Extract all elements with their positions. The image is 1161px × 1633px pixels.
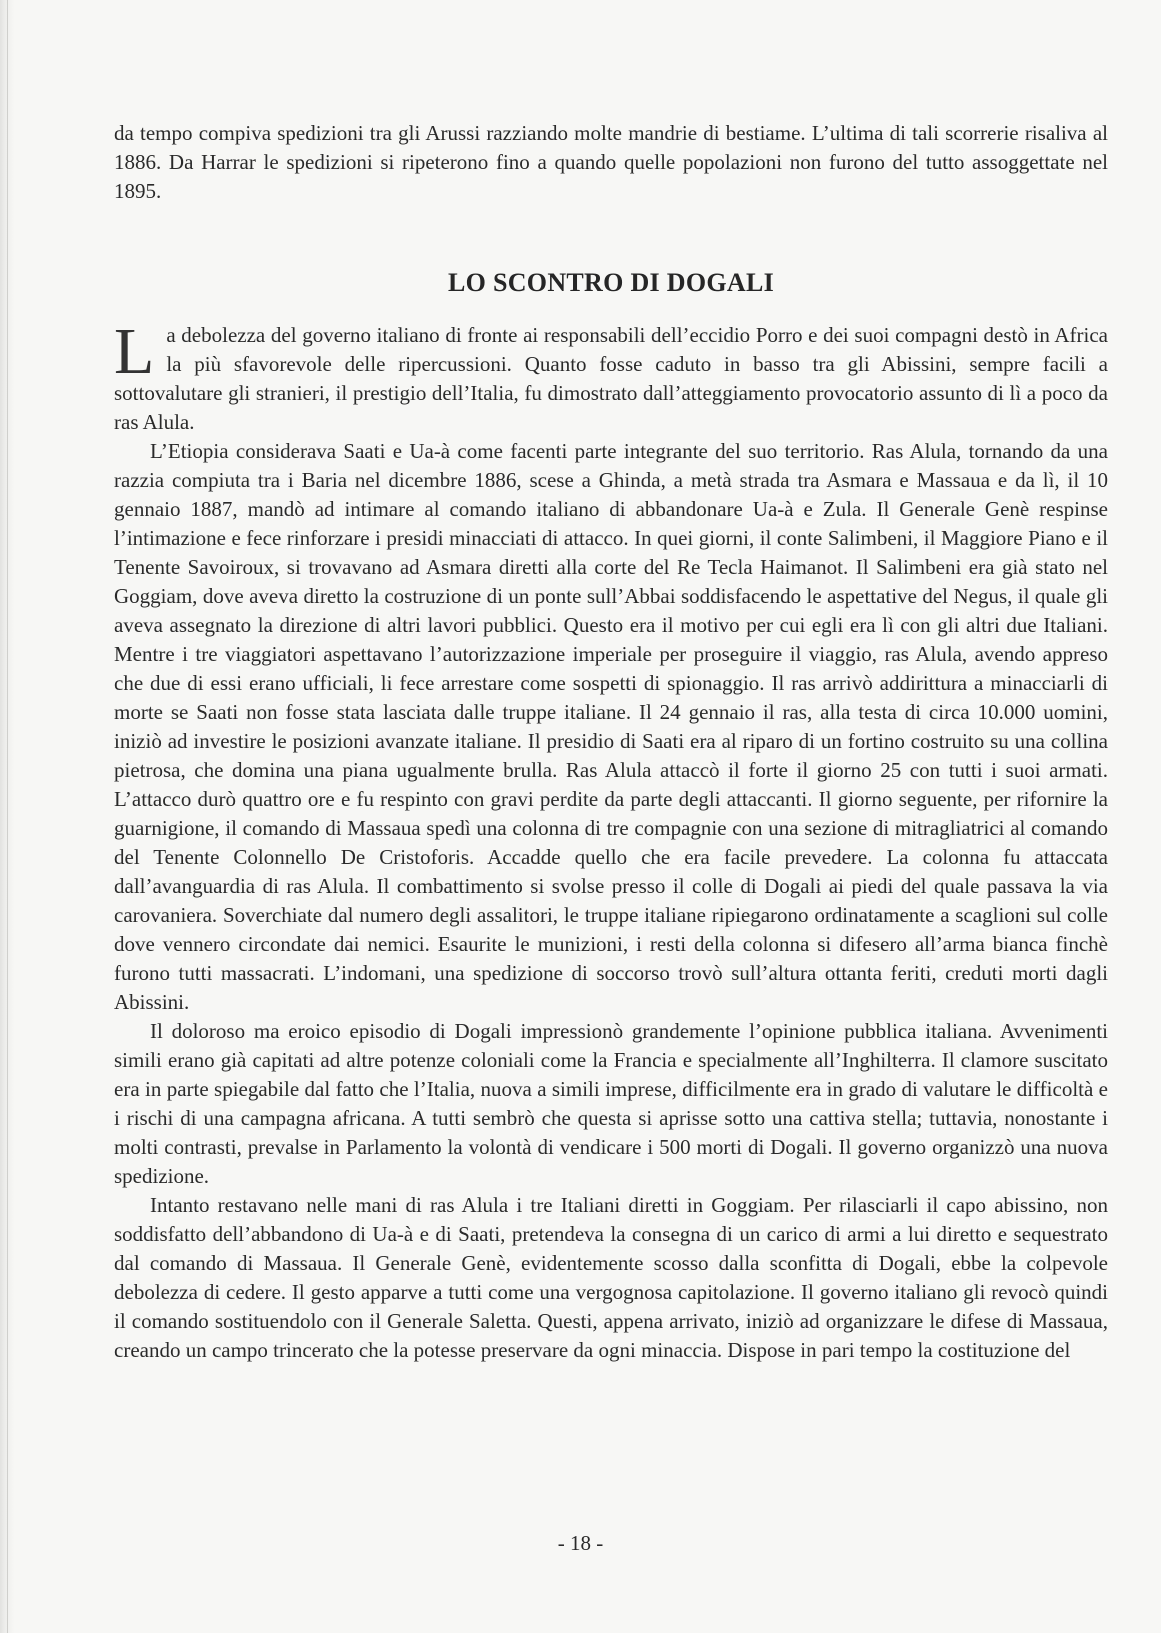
book-spine-line (7, 0, 8, 1633)
page-number: - 18 - (557, 1531, 604, 1555)
paragraph-3: Il doloroso ma eroico episodio di Dogali impressionò grandemente l’opinione pubblica italiana. Avvenimenti simili erano già capitati ad altre potenze coloniali come la Francia e specialmente all’Inghilterra. Il clamore suscitato era in parte spiegabile dal fatto che l’Italia, nuova a simili imprese, difficilmente era in grado di valutare le difficoltà e i rischi di una campagna africana. A tutti sembrò che questa si aprisse sotto una cattiva stella; tuttavia, nonostante i molti contrasti, prevalse in Parlamento la volontà di vendicare i 500 morti di Dogali. Il governo organizzò una nuova spedizione. (114, 1019, 1108, 1188)
section-title: LO SCONTRO DI DOGALI (448, 268, 774, 297)
intro-paragraph: da tempo compiva spedizioni tra gli Arussi razziando molte mandrie di bestiame. L’ultima di tali scorrerie risaliva al 1886. Da Harrar le spedizioni si ripeterono fino a quando quelle popolazioni non furono del tutto assoggettate nel 1895. (114, 121, 1108, 203)
paragraph-2: L’Etiopia considerava Saati e Ua-à come facenti parte integrante del suo territorio. Ras Alula, tornando da una razzia compiuta tra i Baria nel dicembre 1886, scese a Ghinda, a metà strada tra Asmara e Massaua e da lì, il 10 gennaio 1887, mandò ad intimare al comando italiano di abbandonare Ua-à e Zula. Il Generale Genè respinse l’intimazione e fece rinforzare i presidi minacciati di attacco. In quei giorni, il conte Salimbeni, il Maggiore Piano e il Tenente Savoiroux, si trovavano ad Asmara diretti alla corte del Re Tecla Haimanot. Il Salimbeni era già stato nel Goggiam, dove aveva diretto la costruzione di un ponte sull’Abbai soddisfacendo le aspettative del Negus, il quale gli aveva assegnato la direzione di altri lavori pubblici. Questo era il motivo per cui egli era lì con gli altri due Italiani. Mentre i tre viaggiatori aspettavano l’autorizzazione imperiale per proseguire il viaggio, ras Alula, avendo appreso che due di essi erano ufficiali, li fece arrestare come sospetti di spionaggio. Il ras arrivò addirittura a minacciarli di morte se Saati non fosse stata lasciata dalle truppe italiane. Il 24 gennaio il ras, alla testa di circa 10.000 uomini, iniziò ad investire le posizioni avanzate italiane. Il presidio di Saati era al riparo di un fortino costruito su una collina pietrosa, che domina una piana ugualmente brulla. Ras Alula attaccò il forte il giorno 25 con tutti i suoi armati. L’attacco durò quattro ore e fu respinto con gravi perdite da parte degli attaccanti. Il giorno seguente, per rifornire la guarnigione, il comando di Massaua spedì una colonna di tre compagnie con una sezione di mitragliatrici al comando del Tenente Colonnello De Cristoforis. Accadde quello che era facile prevedere. La colonna fu attaccata dall’avanguardia di ras Alula. Il combattimento si svolse presso il colle di Dogali ai piedi del quale passava la via carovaniera. Soverchiate dal numero degli assalitori, le truppe italiane ripiegarono ordinatamente a scaglioni sul colle dove vennero circondate dai nemici. Esaurite le munizioni, i resti della colonna si difesero all’arma bianca finchè furono tutti massacrati. L’indomani, una spedizione di soccorso trovò sull’altura ottanta feriti, creduti morti dagli Abissini. (114, 439, 1108, 1014)
paragraph-4: Intanto restavano nelle mani di ras Alula i tre Italiani diretti in Goggiam. Per rilasciarli il capo abissino, non soddisfatto dell’abbandono di Ua-à e di Saati, pretendeva la consegna di un carico di armi a lui diretto e sequestrato dal comando di Massaua. Il Generale Genè, evidentemente scosso dalla sconfitta di Dogali, ebbe la colpevole debolezza di cedere. Il gesto apparve a tutti come una vergognosa capitolazione. Il governo italiano gli revocò quindi il comando sostituendolo con il Generale Saletta. Questi, appena arrivato, iniziò ad organizzare le difese di Massaua, creando un campo trincerato che la potesse preservare da ogni minaccia. Dispose in pari tempo la costituzione del (114, 1193, 1108, 1362)
paragraph-1-text: a debolezza del governo italiano di fronte ai responsabili dell’eccidio Porro e dei suoi compagni destò in Africa la più sfavorevole delle ripercussioni. Quanto fosse caduto in basso tra gli Abissini, sempre facili a sottovalutare gli stranieri, il prestigio dell’Italia, fu dimostrato dall’atteggiamento provocatorio assunto di lì a poco da ras Alula. (114, 323, 1108, 434)
drop-cap-initial: L (114, 315, 155, 388)
page-body (114, 119, 1108, 1365)
paragraph-1 (114, 315, 1108, 437)
